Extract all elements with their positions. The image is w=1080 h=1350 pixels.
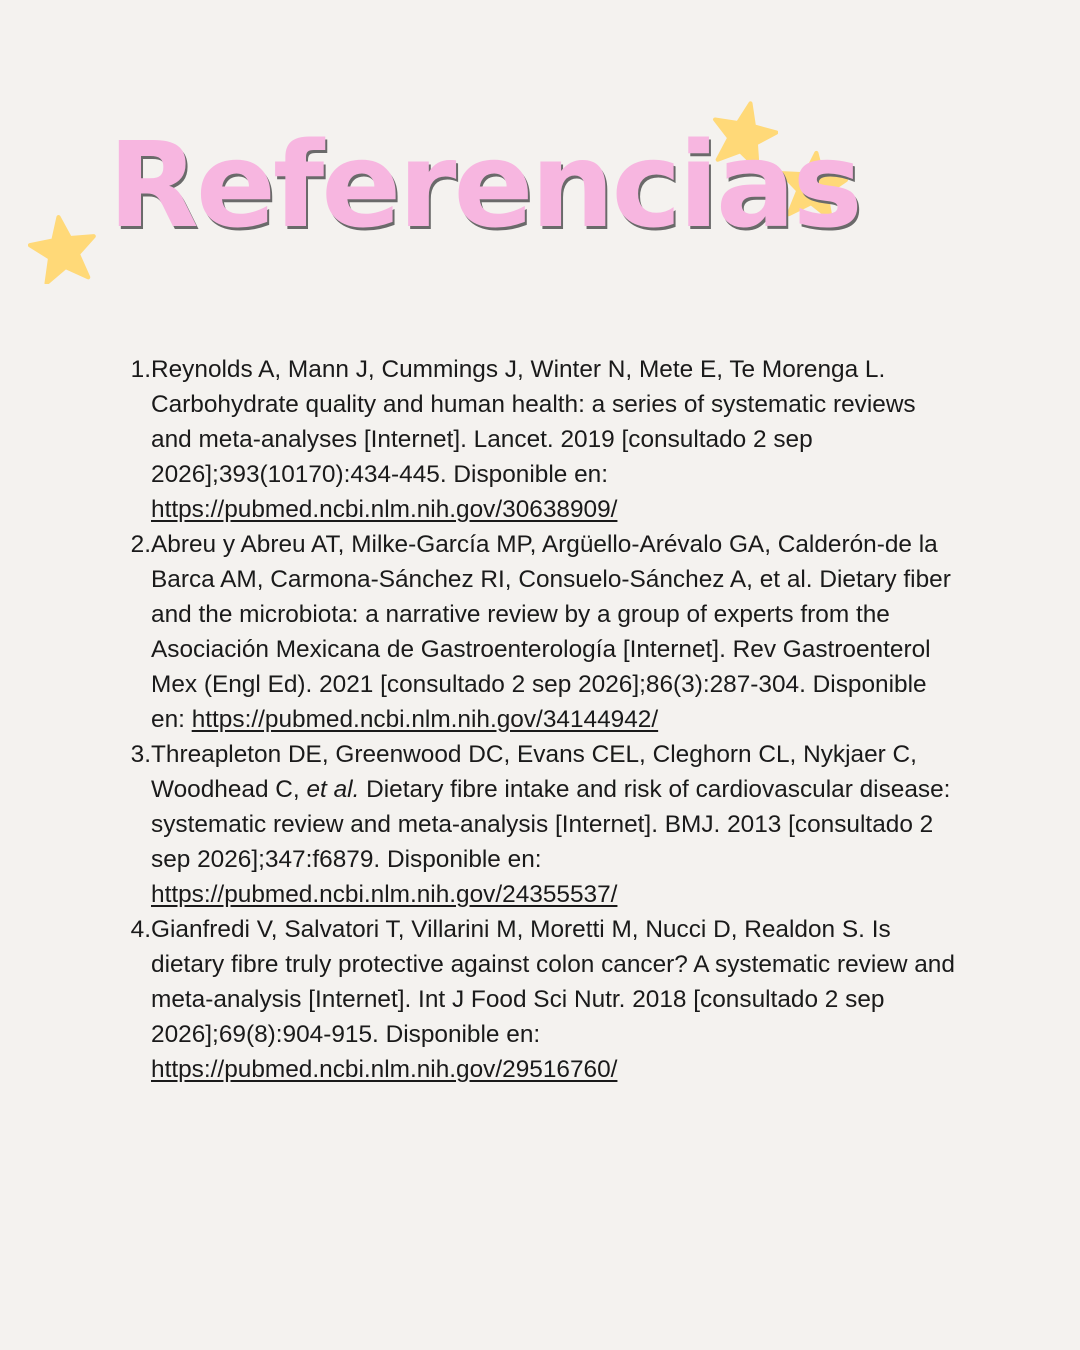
reference-citation-end: Dietary fibre intake and risk of cardiovascular disease: systematic review and meta-analysis [Internet]. BMJ. 2013 [consultado 2 sep 2026];347:f6879. Disponible en:: [151, 776, 951, 873]
reference-text: [151, 912, 960, 1087]
reference-text: [151, 352, 960, 527]
reference-link[interactable]: https://pubmed.ncbi.nlm.nih.gov/34144942/: [191, 706, 659, 733]
reference-citation-start: Threapleton DE, Greenwood DC, Evans CEL, Cleghorn CL, Nykjaer C, Woodhead C,: [151, 741, 917, 803]
references-list: [120, 352, 960, 1087]
page-title: Referencias: [108, 116, 860, 254]
reference-citation: Reynolds A, Mann J, Cummings J, Winter N, Mete E, Te Morenga L. Carbohydrate quality and human health: a series of systematic reviews and meta-analyses [Internet]. Lancet. 2019 [consultado 2 sep 2026];393(10170):434-445. Disponible en:: [151, 356, 916, 488]
reference-item: [120, 912, 960, 1087]
reference-citation: Abreu y Abreu AT, Milke-García MP, Argüello-Arévalo GA, Calderón-de la Barca AM, Carmona-Sánchez RI, Consuelo-Sánchez A, et al. Dietary fiber and the microbiota: a narrative review by a group of experts from the Asociación Mexicana de Gastroenterología [Internet]. Rev Gastroenterol Mex (Engl Ed). 2021 [consultado 2 sep 2026];86(3):287-304. Disponible en:: [151, 531, 951, 733]
reference-item: [120, 352, 960, 527]
reference-link[interactable]: https://pubmed.ncbi.nlm.nih.gov/30638909/: [151, 496, 618, 523]
reference-number: 4.: [130, 916, 151, 943]
reference-text: [151, 527, 960, 737]
reference-link[interactable]: https://pubmed.ncbi.nlm.nih.gov/24355537/: [151, 881, 618, 908]
reference-number: 1.: [130, 356, 151, 383]
reference-item: [120, 527, 960, 737]
reference-citation: Gianfredi V, Salvatori T, Villarini M, Moretti M, Nucci D, Realdon S. Is dietary fibre truly protective against colon cancer? A systematic review and meta-analysis [Internet]. Int J Food Sci Nutr. 2018 [consultado 2 sep 2026];69(8):904-915. Disponible en:: [151, 916, 955, 1048]
reference-number: 2.: [130, 531, 151, 558]
reference-text: [151, 737, 960, 912]
star-icon: [28, 214, 98, 284]
reference-link[interactable]: https://pubmed.ncbi.nlm.nih.gov/29516760/: [151, 1056, 618, 1083]
reference-et-al: et al.: [306, 776, 360, 803]
reference-item: [120, 737, 960, 912]
reference-number: 3.: [130, 741, 151, 768]
